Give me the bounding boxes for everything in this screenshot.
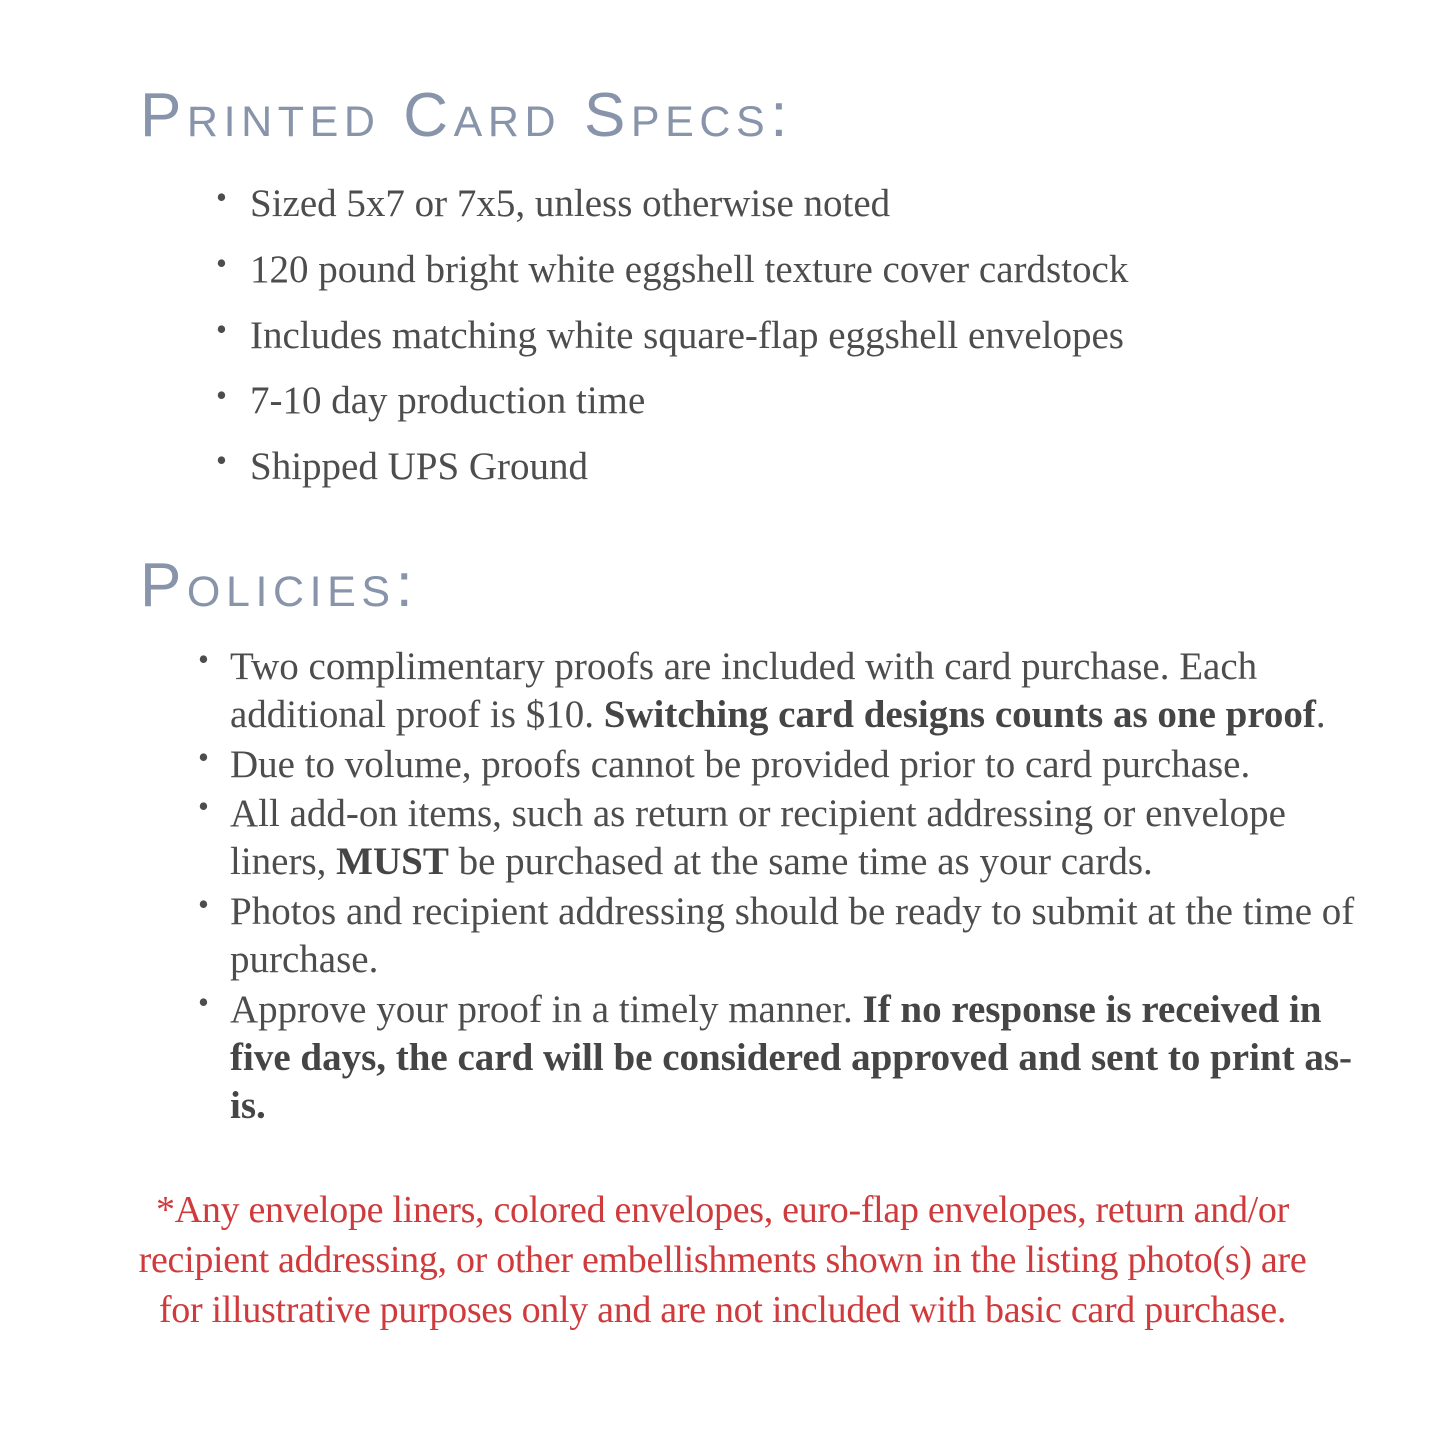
list-item bbox=[214, 247, 1380, 294]
bold-text-run: Switching card designs counts as one proof bbox=[603, 693, 1316, 737]
text-run: Two complimentary proofs are included with card purchase. Each additional proof is $10. bbox=[230, 644, 1258, 737]
text-run: All add-on items, such as return or recipient addressing or envelope liners, bbox=[230, 792, 1286, 884]
text-run: Photos and recipient addressing should be ready to submit at the time of purchase. bbox=[230, 889, 1355, 982]
disclaimer-text: *Any envelope liners, colored envelopes, euro-flap envelopes, return and/or recipient addressing, or other embellishments shown in the listing photo(s) are for illustrative purposes only and are not included with basic card purchase. bbox=[138, 1188, 1307, 1331]
list-item bbox=[196, 741, 1380, 789]
list-item bbox=[214, 444, 1380, 491]
policies-list bbox=[196, 643, 1445, 1131]
list-item bbox=[196, 986, 1380, 1131]
list-item bbox=[214, 181, 1380, 228]
bold-text-run: MUST bbox=[336, 840, 449, 884]
text-run: 7-10 day production time bbox=[250, 379, 646, 423]
text-run: Approve your proof in a timely manner. bbox=[230, 987, 863, 1031]
text-run: Shipped UPS Ground bbox=[250, 445, 589, 489]
text-run: Includes matching white square-flap eggshell envelopes bbox=[250, 313, 1124, 357]
text-run: be purchased at the same time as your cards. bbox=[448, 840, 1153, 884]
policies-heading: Policies: bbox=[140, 550, 419, 620]
specs-heading: Printed Card Specs: bbox=[140, 81, 794, 150]
text-run: 120 pound bright white eggshell texture cover cardstock bbox=[250, 247, 1129, 291]
specs-list bbox=[214, 181, 1445, 491]
list-item bbox=[196, 643, 1380, 740]
list-item bbox=[196, 888, 1380, 985]
bold-text-run: If no response is received in five days, the card will be considered approved and sent to print as-is. bbox=[230, 987, 1353, 1128]
list-item bbox=[196, 790, 1380, 887]
list-item bbox=[214, 378, 1380, 425]
list-item bbox=[214, 313, 1380, 360]
text-run: . bbox=[1315, 693, 1326, 737]
text-run: Due to volume, proofs cannot be provided prior to card purchase. bbox=[230, 742, 1251, 786]
text-run: Sized 5x7 or 7x5, unless otherwise noted bbox=[250, 182, 891, 225]
